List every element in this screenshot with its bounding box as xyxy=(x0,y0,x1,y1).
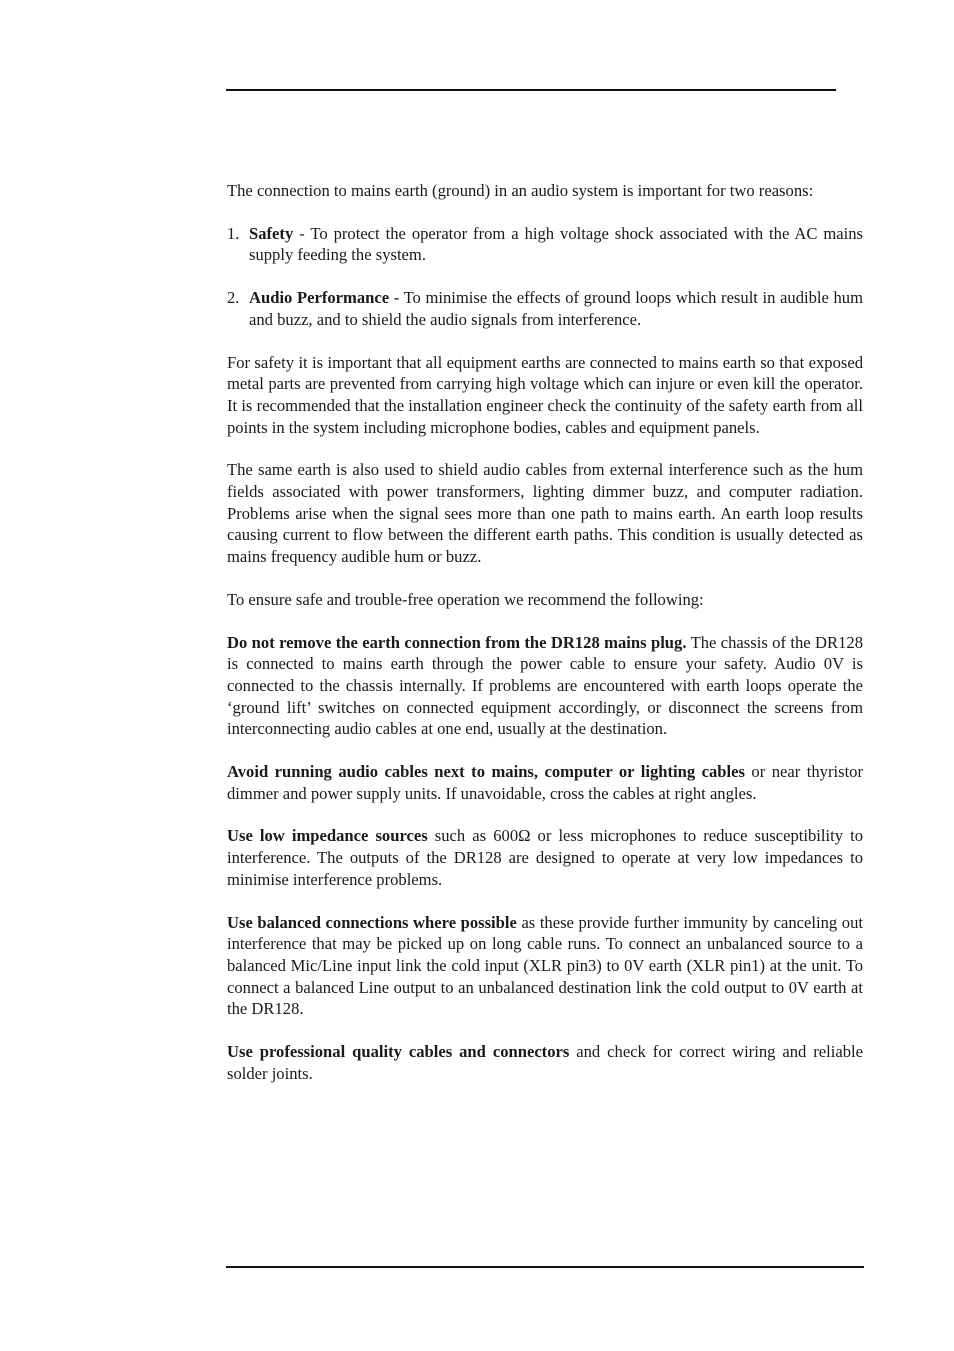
recommend-intro-paragraph: To ensure safe and trouble-free operation we recommend the following: xyxy=(227,589,704,609)
reason-number: 2. xyxy=(227,288,240,308)
shield-paragraph: The same earth is also used to shield audio cables from external interference such as the hum fields associated with power transformers, lighting dimmer buzz, and computer radiation. Problems arise when the signal sees more than one path to mains earth. An earth loop results causing current to flow between the different earth paths. This condition is usually detected as mains frequency audible hum or buzz. xyxy=(227,460,863,567)
page-body xyxy=(227,180,863,1106)
recommendation-balanced-connections xyxy=(227,912,863,1021)
reason-item-safety xyxy=(227,223,863,266)
recommendation-text: such as 600Ω or less microphones to reduce susceptibility to interference. The outputs of the DR128 are designed to operate at very low impedances to minimise interference problems. xyxy=(227,826,864,889)
recommendation-text: as these provide further immunity by canceling out interference that may be picked up on long cable runs. To connect an unbalanced source to a balanced Mic/Line input link the cold input (XLR pin3) to 0V earth (XLR pin1) at the unit. To connect a balanced Line output to an unbalanced destination link the cold output to 0V earth at the DR128. xyxy=(227,912,863,1019)
intro-paragraph: The connection to mains earth (ground) in an audio system is important for two reasons: xyxy=(227,181,814,200)
recommendation-text: or near thyristor dimmer and power supply units. If unavoidable, cross the cables at right angles. xyxy=(227,762,863,803)
recommendation-earth-connection xyxy=(227,632,863,741)
recommendation-heading: Use low impedance sources xyxy=(227,826,428,846)
footer-rule xyxy=(226,1266,864,1268)
recommendation-text: The chassis of the DR128 is connected to mains earth through the power cable to ensure your safety. Audio 0V is connected to the chassis internally. If problems are encountered with earth loops operate the ‘ground lift’ switches on connected equipment accordingly, or disconnect the screens from interconnecting audio cables at one end, usually at the destination. xyxy=(227,632,863,739)
reason-title: Audio Performance xyxy=(249,288,390,308)
recommendation-text: and check for correct wiring and reliable solder joints. xyxy=(227,1042,863,1083)
recommendation-cable-routing xyxy=(227,761,863,804)
recommendation-low-impedance xyxy=(227,825,863,890)
reason-title: Safety xyxy=(249,223,294,243)
reason-text: - To minimise the effects of ground loops which result in audible hum and buzz, and to shield the audio signals from interference. xyxy=(249,288,864,329)
recommendation-heading: Use professional quality cables and connectors xyxy=(227,1042,570,1062)
recommendation-heading: Use balanced connections where possible xyxy=(227,912,517,932)
recommendation-heading: Do not remove the earth connection from the DR128 mains plug. xyxy=(227,632,687,652)
safety-paragraph: For safety it is important that all equipment earths are connected to mains earth so that exposed metal parts are prevented from carrying high voltage which can injure or even kill the operator. It is recommended that the installation engineer check the continuity of the safety earth from all points in the system including microphone bodies, cables and equipment panels. xyxy=(227,352,863,437)
reason-item-audio-performance xyxy=(227,287,863,330)
reason-number: 1. xyxy=(227,223,240,243)
header-rule xyxy=(226,89,836,91)
recommendation-quality-cables xyxy=(227,1041,863,1084)
recommendation-heading: Avoid running audio cables next to mains, computer or lighting cables xyxy=(227,762,745,782)
reason-text: - To protect the operator from a high voltage shock associated with the AC mains supply feeding the system. xyxy=(249,223,863,265)
